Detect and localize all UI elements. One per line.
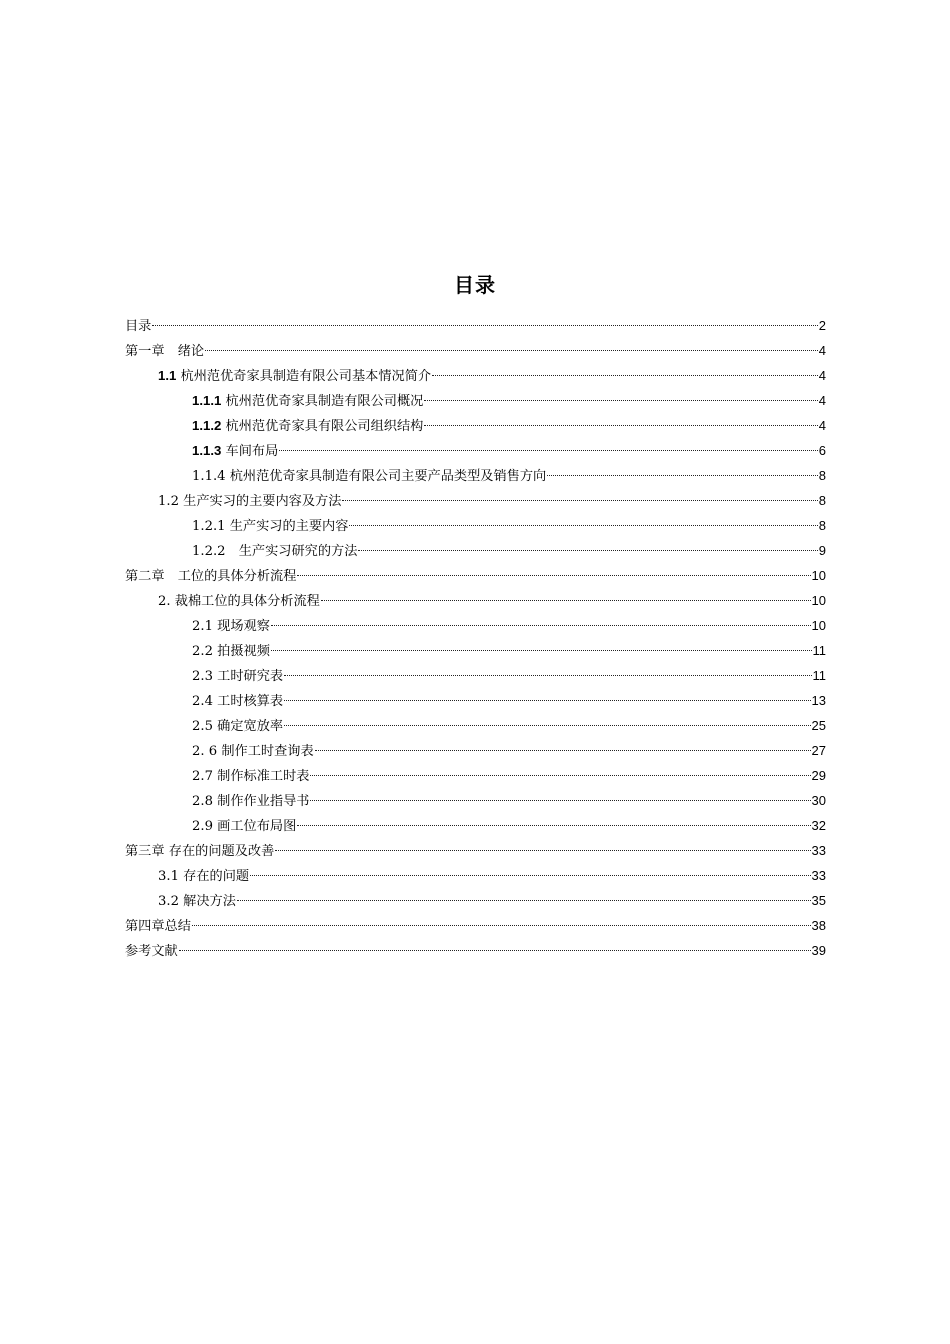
dot-leader bbox=[205, 350, 818, 351]
toc-entry-label bbox=[192, 438, 278, 464]
toc-entry-label bbox=[158, 363, 431, 389]
toc-entry-page-number: 4 bbox=[818, 368, 826, 383]
toc-entry-label bbox=[192, 614, 270, 639]
toc-entry-label bbox=[192, 539, 357, 564]
toc-entry-text: 第一章 绪论 bbox=[125, 344, 205, 359]
toc-entry-text: 2.7 制作标准工时表 bbox=[192, 769, 310, 784]
toc-entry[interactable] bbox=[125, 888, 826, 913]
dot-leader bbox=[432, 375, 818, 376]
dot-leader bbox=[342, 500, 817, 501]
toc-entry[interactable] bbox=[125, 513, 826, 538]
toc-entry-label bbox=[158, 589, 320, 614]
toc-entry-text: 1.1.4 杭州范优奇家具制造有限公司主要产品类型及销售方向 bbox=[192, 469, 547, 484]
dot-leader bbox=[297, 825, 810, 826]
toc-entry-label bbox=[192, 714, 283, 739]
toc-entry-label bbox=[192, 764, 309, 789]
toc-entry[interactable] bbox=[125, 638, 826, 663]
toc-entry[interactable] bbox=[125, 388, 826, 413]
toc-title: 目录 bbox=[454, 273, 496, 297]
toc-entry[interactable] bbox=[125, 588, 826, 613]
dot-leader bbox=[424, 425, 817, 426]
toc-entry-text: 1.2.2 生产实习研究的方法 bbox=[192, 544, 358, 559]
toc-entry-text: 第四章总结 bbox=[125, 919, 191, 934]
toc-entry-label bbox=[125, 564, 296, 589]
dot-leader bbox=[315, 750, 811, 751]
toc-entry[interactable] bbox=[125, 313, 826, 338]
toc-entry[interactable] bbox=[125, 763, 826, 788]
toc-entry-text: 参考文献 bbox=[125, 944, 178, 959]
toc-entry-label bbox=[192, 413, 423, 439]
toc-entry-page-number: 38 bbox=[811, 918, 826, 933]
toc-entry-page-number: 35 bbox=[811, 893, 826, 908]
toc-entry-page-number: 27 bbox=[811, 743, 826, 758]
toc-entry-page-number: 11 bbox=[812, 643, 826, 658]
toc-entry-label bbox=[192, 814, 296, 839]
toc-entry-label bbox=[192, 514, 348, 539]
toc-entry[interactable] bbox=[125, 663, 826, 688]
dot-leader bbox=[284, 675, 811, 676]
toc-entry-text: 2. 6 制作工时查询表 bbox=[192, 744, 314, 759]
dot-leader bbox=[424, 400, 817, 401]
toc-entry-page-number: 8 bbox=[818, 518, 826, 533]
toc-entry-label bbox=[192, 388, 423, 414]
dot-leader bbox=[179, 950, 811, 951]
dot-leader bbox=[275, 850, 810, 851]
toc-entry[interactable] bbox=[125, 463, 826, 488]
toc-entry[interactable] bbox=[125, 713, 826, 738]
toc-entry[interactable] bbox=[125, 688, 826, 713]
toc-entry-label bbox=[158, 864, 249, 889]
toc-entry-page-number: 8 bbox=[818, 493, 826, 508]
dot-leader bbox=[250, 875, 810, 876]
dot-leader bbox=[237, 900, 811, 901]
dot-leader bbox=[152, 325, 817, 326]
toc-entry-number: 1.1.3 bbox=[192, 443, 222, 458]
toc-entry-page-number: 8 bbox=[818, 468, 826, 483]
toc-entry-number: 1.1 bbox=[158, 368, 177, 383]
toc-entry-text: 2.5 确定宽放率 bbox=[192, 719, 284, 734]
toc-entry-label bbox=[192, 689, 283, 714]
toc-entry-label bbox=[192, 664, 283, 689]
toc-entry-label bbox=[192, 464, 546, 489]
toc-entry[interactable] bbox=[125, 488, 826, 513]
toc-entry-text: 车间布局 bbox=[221, 444, 279, 459]
dot-leader bbox=[271, 625, 811, 626]
toc-entry[interactable] bbox=[125, 363, 826, 388]
toc-entry-label bbox=[158, 489, 341, 514]
toc-entry-text: 2.9 画工位布局图 bbox=[192, 819, 297, 834]
toc-entry-text: 2. 裁棉工位的具体分析流程 bbox=[158, 594, 320, 609]
toc-entry-page-number: 39 bbox=[811, 943, 826, 958]
toc-entry-page-number: 11 bbox=[812, 668, 826, 683]
dot-leader bbox=[310, 775, 810, 776]
toc-entry-text: 2.4 工时核算表 bbox=[192, 694, 284, 709]
toc-entry-page-number: 29 bbox=[811, 768, 826, 783]
toc-entry-label bbox=[125, 914, 191, 939]
toc-entry[interactable] bbox=[125, 863, 826, 888]
toc-entry-page-number: 10 bbox=[811, 568, 826, 583]
dot-leader bbox=[547, 475, 818, 476]
dot-leader bbox=[310, 800, 810, 801]
toc-entry-page-number: 4 bbox=[818, 393, 826, 408]
toc-entry-text: 2.2 拍摄视频 bbox=[192, 644, 270, 659]
dot-leader bbox=[297, 575, 810, 576]
toc-entry-text: 第二章 工位的具体分析流程 bbox=[125, 569, 297, 584]
toc-entry-label bbox=[125, 314, 151, 339]
toc-entry[interactable] bbox=[125, 563, 826, 588]
toc-entry-page-number: 9 bbox=[818, 543, 826, 558]
toc-entry-label bbox=[158, 889, 236, 914]
toc-entry[interactable] bbox=[125, 538, 826, 563]
toc-entry-page-number: 25 bbox=[811, 718, 826, 733]
toc-entry-page-number: 10 bbox=[811, 618, 826, 633]
dot-leader bbox=[358, 550, 817, 551]
toc-entry-page-number: 32 bbox=[811, 818, 826, 833]
toc-entry-label bbox=[192, 739, 314, 764]
toc-entry-page-number: 10 bbox=[811, 593, 826, 608]
toc-entry-text: 目录 bbox=[125, 319, 152, 334]
toc-entry-text: 1.2 生产实习的主要内容及方法 bbox=[158, 494, 342, 509]
toc-entry-text: 2.3 工时研究表 bbox=[192, 669, 284, 684]
toc-entry[interactable] bbox=[125, 738, 826, 763]
toc-entry-text: 1.2.1 生产实习的主要内容 bbox=[192, 519, 349, 534]
toc-entry-page-number: 6 bbox=[818, 443, 826, 458]
toc-entry-page-number: 30 bbox=[811, 793, 826, 808]
toc-entry[interactable] bbox=[125, 838, 826, 863]
dot-leader bbox=[192, 925, 811, 926]
toc-entry-page-number: 2 bbox=[818, 318, 826, 333]
toc-entry-page-number: 13 bbox=[811, 693, 826, 708]
toc-entry-text: 杭州范优奇家具有限公司组织结构 bbox=[221, 419, 424, 434]
toc-entry-label bbox=[125, 839, 274, 864]
toc-entry[interactable] bbox=[125, 413, 826, 438]
toc-entry-label bbox=[125, 339, 204, 364]
toc-entry-page-number: 33 bbox=[811, 843, 826, 858]
toc-entry[interactable] bbox=[125, 938, 826, 963]
toc-entry[interactable] bbox=[125, 613, 826, 638]
toc-entry-page-number: 33 bbox=[811, 868, 826, 883]
dot-leader bbox=[284, 725, 810, 726]
dot-leader bbox=[349, 525, 817, 526]
toc-entry-label bbox=[192, 639, 270, 664]
toc-entry-number: 1.1.2 bbox=[192, 418, 222, 433]
toc-entry-text: 3.2 解决方法 bbox=[158, 894, 236, 909]
toc-entry[interactable] bbox=[125, 338, 826, 363]
toc-entry-text: 杭州范优奇家具制造有限公司概况 bbox=[221, 394, 424, 409]
toc-entry[interactable] bbox=[125, 788, 826, 813]
toc-entry-number: 1.1.1 bbox=[192, 393, 222, 408]
toc-entry-text: 杭州范优奇家具制造有限公司基本情况简介 bbox=[176, 369, 432, 384]
toc-list bbox=[125, 313, 826, 963]
toc-entry-text: 2.1 现场观察 bbox=[192, 619, 270, 634]
dot-leader bbox=[321, 600, 811, 601]
dot-leader bbox=[271, 650, 812, 651]
toc-entry-text: 第三章 存在的问题及改善 bbox=[125, 844, 275, 859]
toc-entry[interactable] bbox=[125, 913, 826, 938]
toc-entry-label bbox=[125, 939, 178, 964]
dot-leader bbox=[284, 700, 810, 701]
toc-entry[interactable] bbox=[125, 438, 826, 463]
dot-leader bbox=[279, 450, 817, 451]
toc-entry-page-number: 4 bbox=[818, 418, 826, 433]
toc-entry-text: 3.1 存在的问题 bbox=[158, 869, 250, 884]
toc-entry[interactable] bbox=[125, 813, 826, 838]
toc-entry-label bbox=[192, 789, 309, 814]
toc-entry-page-number: 4 bbox=[818, 343, 826, 358]
toc-entry-text: 2.8 制作作业指导书 bbox=[192, 794, 310, 809]
